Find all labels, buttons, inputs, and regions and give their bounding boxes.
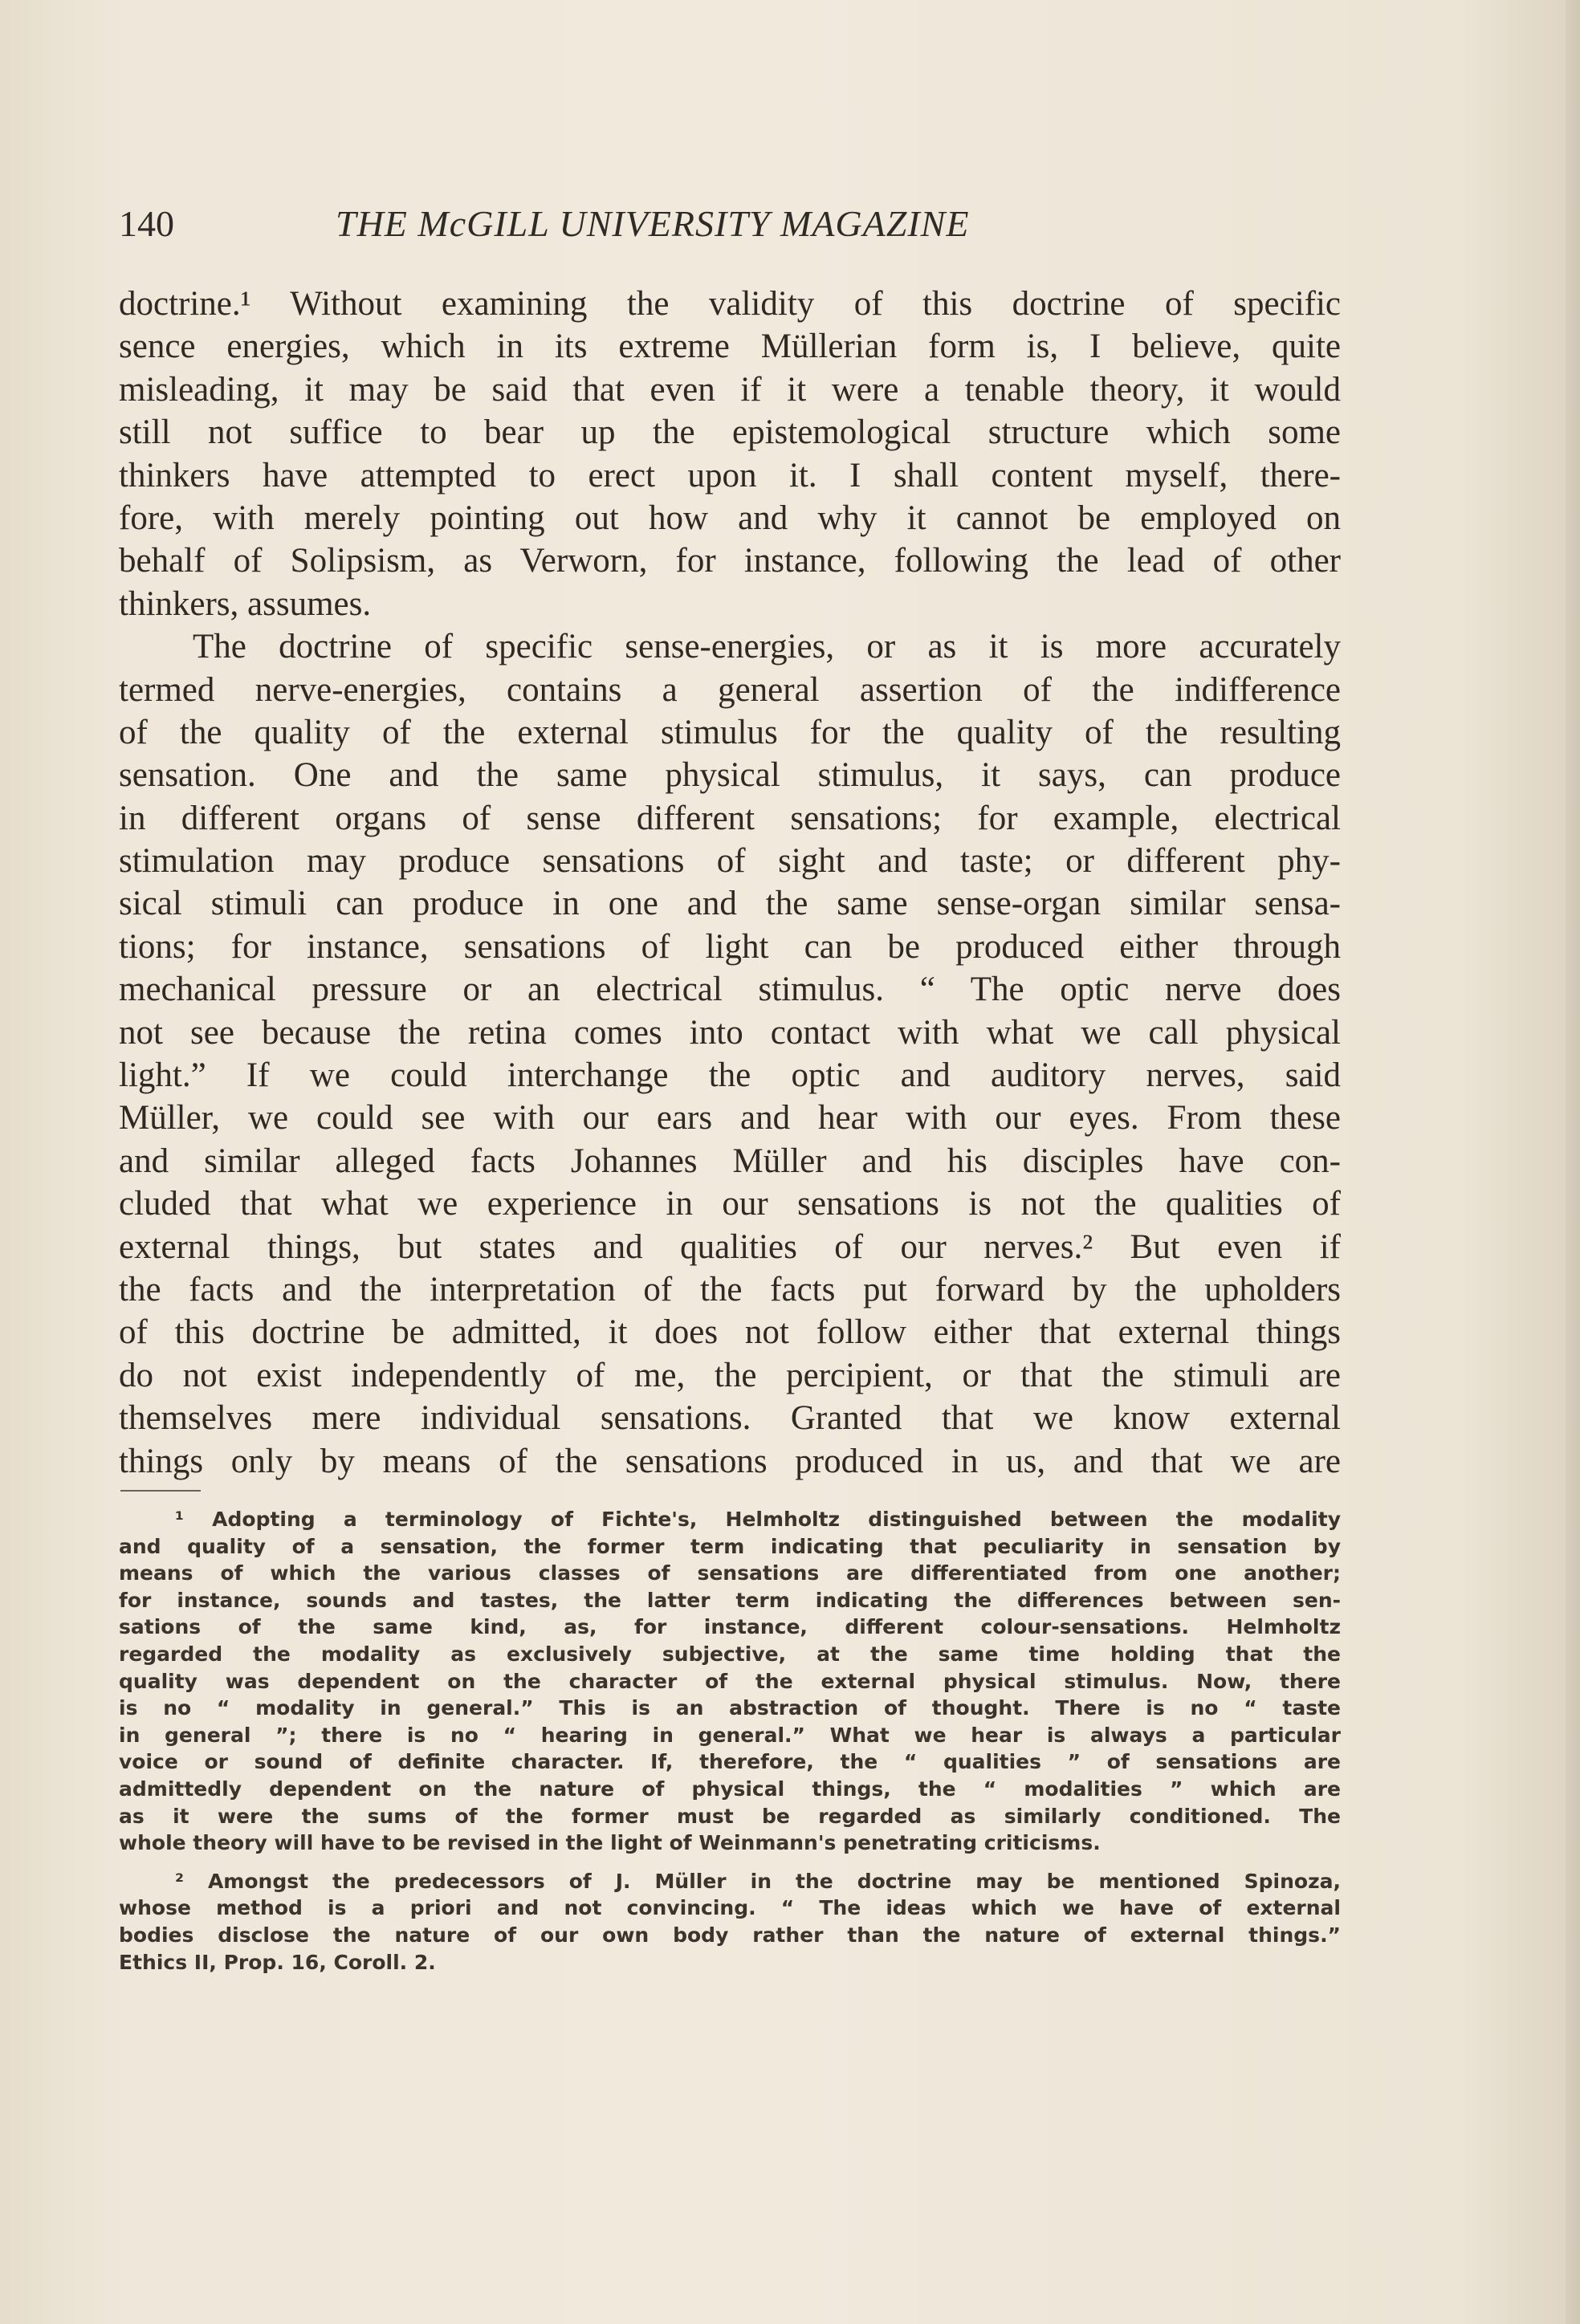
text-line: sence energies, which in its extreme Müllerian form is, I believe, quite (119, 328, 1341, 366)
footnote-line: Ethics II, Prop. 16, Coroll. 2. (119, 1950, 436, 1974)
footnote-1 (119, 1506, 1341, 1857)
footnote-line: whole theory will have to be revised in the light of Weinmann's penetrating criticisms. (119, 1831, 1101, 1855)
text-line: thinkers have attempted to erect upon it. I shall content myself, there- (119, 456, 1341, 495)
footnote-2 (119, 1868, 1341, 1976)
text-line: things only by means of the sensations produced in us, and that we are (119, 1442, 1341, 1480)
text-line: termed nerve-energies, contains a general assertion of the indifference (119, 670, 1341, 709)
text-line: not see because the retina comes into contact with what we call physical (119, 1013, 1341, 1052)
footnote-line: quality was dependent on the character of the external physical stimulus. Now, there (119, 1669, 1341, 1693)
page-header (119, 202, 1347, 250)
footnote-line: means of which the various classes of sensations are differentiated from one another; (119, 1561, 1341, 1585)
footnote-line: as it were the sums of the former must be regarded as similarly conditioned. The (119, 1804, 1341, 1828)
footnote-rule (120, 1490, 201, 1492)
footnote-line: in general ”; there is no “ hearing in general.” What we hear is always a particular (119, 1723, 1341, 1747)
footnote-line: regarded the modality as exclusively subjective, at the same time holding that the (119, 1642, 1341, 1666)
text-line: do not exist independently of me, the percipient, or that the stimuli are (119, 1356, 1341, 1394)
footnote-line: for instance, sounds and tastes, the latter term indicating the differences between sen- (119, 1588, 1341, 1612)
footnote-line: sations of the same kind, as, for instance, different colour-sensations. Helmholtz (119, 1615, 1341, 1639)
text-line: misleading, it may be said that even if it were a tenable theory, it would (119, 370, 1341, 409)
text-line: and similar alleged facts Johannes Müller and his disciples have con- (119, 1142, 1341, 1180)
text-line: sical stimuli can produce in one and the same sense-organ similar sensa- (119, 885, 1341, 923)
text-line: still not suffice to bear up the epistemological structure which some (119, 413, 1341, 452)
text-line: fore, with merely pointing out how and why it cannot be employed on (119, 499, 1341, 537)
text-line: tions; for instance, sensations of light can be produced either through (119, 927, 1341, 966)
page-edge (1566, 0, 1580, 2324)
footnote-line: admittedly dependent on the nature of physical things, the “ modalities ” which are (119, 1777, 1341, 1801)
footnote-gap (119, 1857, 1341, 1868)
text-line: themselves mere individual sensations. Granted that we know external (119, 1399, 1341, 1438)
text-line: of the quality of the external stimulus for the quality of the resulting (119, 713, 1341, 751)
footnotes (119, 1506, 1341, 1976)
page-number: 140 (119, 203, 174, 244)
main-text (119, 283, 1341, 1483)
text-line: external things, but states and qualities of our nerves.² But even if (119, 1227, 1341, 1266)
footnote-line: bodies disclose the nature of our own body rather than the nature of external things.” (119, 1923, 1341, 1947)
text-line: the facts and the interpretation of the facts put forward by the upholders (119, 1270, 1341, 1309)
paragraph-start: The doctrine of specific sense-energies, or as it is more accurately (193, 628, 1341, 666)
text-line: mechanical pressure or an electrical stimulus. “ The optic nerve does (119, 971, 1341, 1009)
text-line: sensation. One and the same physical stimulus, it says, can produce (119, 756, 1341, 795)
text-line: stimulation may produce sensations of sight and taste; or different phy- (119, 842, 1341, 881)
running-title: THE McGILL UNIVERSITY MAGAZINE (336, 203, 970, 244)
text-line: Müller, we could see with our ears and hear with our eyes. From these (119, 1099, 1341, 1138)
text-line: cluded that what we experience in our sensations is not the qualities of (119, 1185, 1341, 1223)
text-line: thinkers, assumes. (119, 584, 372, 623)
text-line: in different organs of sense different sensations; for example, electrical (119, 799, 1341, 837)
footnote-line: and quality of a sensation, the former term indicating that peculiarity in sensation by (119, 1534, 1341, 1558)
text-line: light.” If we could interchange the optic and auditory nerves, said (119, 1056, 1341, 1095)
text-line: doctrine.¹ Without examining the validity of this doctrine of specific (119, 285, 1341, 323)
footnote-line: is no “ modality in general.” This is an abstraction of thought. There is no “ taste (119, 1696, 1341, 1720)
text-line: behalf of Solipsism, as Verworn, for instance, following the lead of other (119, 542, 1341, 580)
text-line: of this doctrine be admitted, it does not follow either that external things (119, 1313, 1341, 1352)
footnote-line: whose method is a priori and not convincing. “ The ideas which we have of external (119, 1896, 1341, 1920)
footnote-line: voice or sound of definite character. If, therefore, the “ qualities ” of sensations are (119, 1750, 1341, 1774)
footnote-line: ² Amongst the predecessors of J. Müller in the doctrine may be mentioned Spinoza, (175, 1869, 1341, 1893)
footnote-line: ¹ Adopting a terminology of Fichte's, Helmholtz distinguished between the modality (175, 1508, 1341, 1531)
